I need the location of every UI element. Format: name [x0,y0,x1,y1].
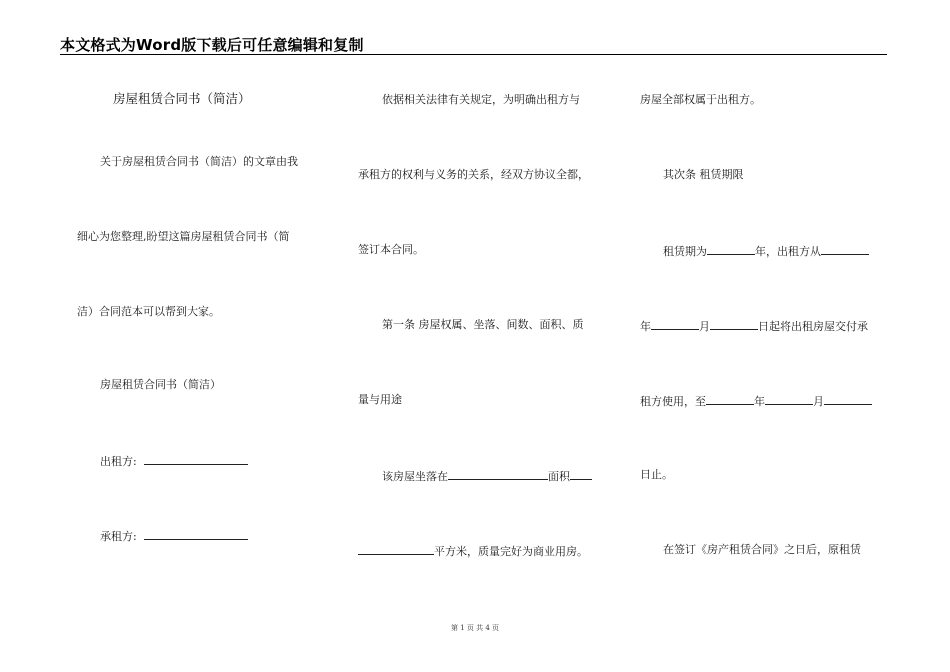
lessee-blank [144,528,248,540]
contract-subtitle: 房屋租赁合同书（简洁） [100,378,221,391]
area-number-blank [358,543,434,555]
lessor-blank [144,453,248,465]
start-month-blank [651,318,699,330]
article-1-heading: 第一条 房屋权属、坐落、间数、面积、质 [382,318,584,331]
term-from-label: 年，出租方从 [755,245,821,258]
intro-line-1: 关于房屋租赁合同书（简洁）的文章由我 [100,155,298,168]
term-label: 租赁期为 [663,245,707,258]
area-label: 面积 [548,470,570,483]
document-header: 本文格式为Word版下载后可任意编辑和复制 [60,36,364,54]
document-title: 房屋租赁合同书（简洁） [113,91,251,106]
start-month-unit: 月 [699,320,710,333]
original-lease-line: 在签订《房产租赁合同》之日后，原租赁 [663,543,861,556]
end-month-unit: 月 [813,395,824,408]
location-label: 该房屋坐落在 [382,470,448,483]
term-row-3 [640,393,872,409]
end-year-blank [706,393,754,405]
preamble-line-3: 签订本合同。 [358,243,424,256]
preamble-line-1: 依据相关法律有关规定，为明确出租方与 [382,93,580,106]
end-month-blank [765,393,813,405]
term-row-2 [640,318,868,334]
handover-text: 日起将出租房屋交付承 [758,320,868,333]
preamble-line-2: 承租方的权利与义务的关系，经双方协议全都， [358,168,589,181]
area-blank [570,468,592,480]
term-start-year-blank [821,243,869,255]
ownership-line: 房屋全部权属于出租方。 [640,93,761,106]
term-years-blank [707,243,755,255]
end-day-blank [824,393,872,405]
intro-line-2: 细心为您整理,盼望这篇房屋租赁合同书（简 [77,230,290,243]
end-year-unit: 年 [754,395,765,408]
lessee-row [100,528,248,544]
lessee-label: 承租方: [100,530,137,543]
start-year-unit: 年 [640,320,651,333]
start-day-blank [710,318,758,330]
header-divider [60,54,887,55]
area-row [358,543,588,559]
term-row-1 [663,243,869,259]
article-2-heading: 其次条 租赁期限 [663,168,744,181]
use-until-label: 租方使用，至 [640,395,706,408]
location-row [382,468,592,484]
term-end-line: 日止。 [640,468,673,481]
intro-line-3: 洁）合同范本可以帮到大家。 [77,305,220,318]
page-number: 第 1 页 共 4 页 [450,624,500,632]
location-blank [448,468,548,480]
area-description: 平方米，质量完好为商业用房。 [434,545,588,558]
lessor-label: 出租方: [100,455,137,468]
article-1-heading-cont: 量与用途 [358,393,402,406]
lessor-row [100,453,248,469]
